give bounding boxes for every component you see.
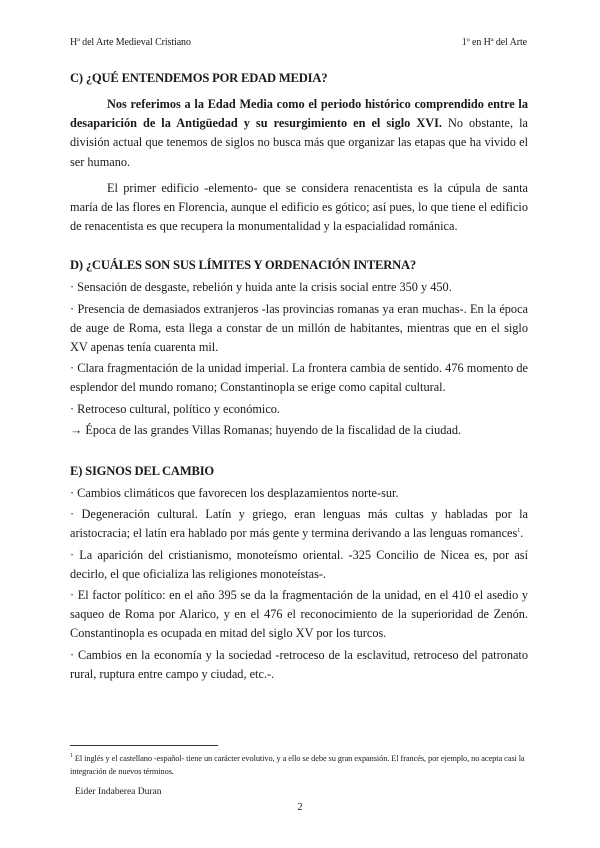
section-e-item-4: · El factor político: en el año 395 se da la fragmentación de la unidad, en el 410 el asedio y saqueo de Roma por Alarico, y en el 476 el reconocimiento de la superioridad de Zenón. Constantinopla es ocupada en mitad del siglo XV por los turcos.: [70, 588, 528, 641]
section-c: [70, 69, 528, 236]
page-number: 2: [297, 802, 303, 813]
section-e-item-3: · La aparición del cristianismo, monoteísmo oriental. -325 Concilio de Nicea es, por así decirlo, el que oficializa las religiones monoteístas-.: [70, 547, 528, 581]
section-d-item-4: · Retroceso cultural, político y económico.: [70, 401, 281, 416]
section-d-item-3: · Clara fragmentación de la unidad imperial. La frontera cambia de sentido. 476 momento de esplendor del mundo romano; Constantinopla se erige como capital cultural.: [70, 361, 528, 395]
footnote-text: El inglés y el castellano -español- tiene un carácter evolutivo, y a ello se debe su gran expansión. El francés, por ejemplo, no acepta casi la integración de nuevos términos.: [70, 754, 525, 776]
header-left: Hª del Arte Medieval Cristiano: [70, 37, 191, 48]
section-e: [70, 462, 528, 684]
section-c-paragraph-2: El primer edificio -elemento- que se considera renacentista es la cúpula de santa maría de las flores en Florencia, aunque el edificio es gótico; así pues, lo que tiene el edificio de renacentista es que recupera la monumentalidad y la espacialidad románica.: [70, 180, 528, 234]
footer-author: Eider Indaberea Duran: [75, 787, 162, 797]
section-c-title: C) ¿QUÉ ENTENDEMOS POR EDAD MEDIA?: [70, 71, 328, 85]
footnote-reference[interactable]: 1: [517, 528, 521, 535]
section-c-p1-rest: No obstante, la división actual que tenemos de siglos no busca más que organizar las etapas que ha vivido el ser humano.: [70, 116, 528, 169]
footnote-mark: 1: [70, 753, 73, 760]
section-e-item-2-text: · Degeneración cultural. Latín y griego, eran lenguas más cultas y habladas por la aristocracia; el latín era hablado por más gente y termina derivando a las lenguas romances: [70, 507, 528, 541]
section-d-item-1: · Sensación de desgaste, rebelión y huida ante la crisis social entre 350 y 450.: [70, 280, 452, 295]
section-d-item-5: → Época de las grandes Villas Romanas; huyendo de la fiscalidad de la ciudad.: [70, 422, 462, 437]
section-d-title: D) ¿CUÁLES SON SUS LÍMITES Y ORDENACIÓN INTERNA?: [70, 258, 417, 273]
section-e-item-5: · Cambios en la economía y la sociedad -retroceso de la esclavitud, retroceso del patronato rural, ruptura entre campo y ciudad, etc.-.: [70, 647, 528, 681]
section-c-paragraph-1: [70, 95, 528, 172]
footnote-divider: [70, 745, 218, 746]
section-e-title: E) SIGNOS DEL CAMBIO: [70, 464, 215, 479]
section-c-p1-bold: Nos referimos a la Edad Media como el periodo histórico comprendido entre la desaparición de la Antigüedad y su resurgimiento en el siglo XVI.: [70, 97, 528, 131]
section-e-item-2: [70, 505, 528, 543]
section-d: [70, 256, 528, 440]
body-content: [70, 69, 528, 684]
section-d-item-2: · Presencia de demasiados extranjeros -las provincias romanas ya eran muchas-. En la época de auge de Roma, esta llega a constar de un millón de habitantes, mientras que en el siglo XV apenas tenía cuarenta mil.: [70, 301, 528, 355]
section-e-item-1: · Cambios climáticos que favorecen los desplazamientos norte-sur.: [70, 486, 399, 501]
footnote: [70, 752, 530, 778]
header-right: 1º en Hª del Arte: [461, 37, 527, 48]
section-e-item-2-end: .: [520, 526, 524, 541]
